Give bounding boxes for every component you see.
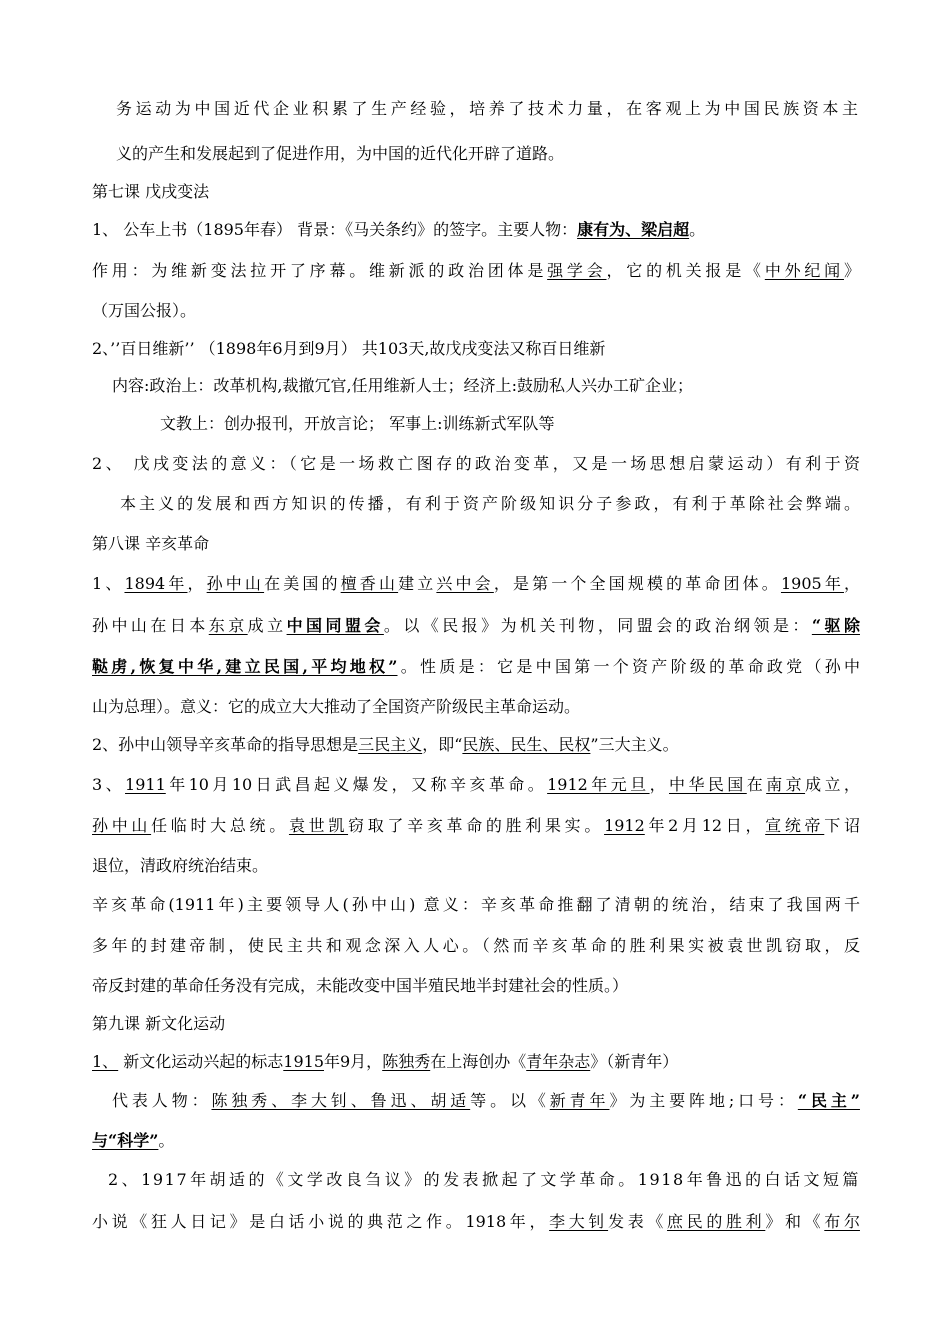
paragraph-line: （万国公报）。 (92, 301, 197, 320)
lesson-8-heading: 第八课 辛亥革命 (92, 534, 210, 553)
paragraph-line: 2、孙中山领导辛亥革命的指导思想是三民主义，即“民族、民生、民权”三大主义。 (92, 735, 679, 754)
paragraph-line: 退位，清政府统治结束。 (92, 856, 269, 875)
paragraph-line: 1、 新文化运动兴起的标志1915年9月，陈独秀在上海创办《青年杂志》（新青年） (92, 1052, 679, 1071)
paragraph-line: 1、 公车上书（1895年春） 背景：《马关条约》的签字。主要人物：康有为、梁启超。 (92, 220, 706, 239)
lesson-9-heading: 第九课 新文化运动 (92, 1014, 226, 1033)
paragraph-line: 务运动为中国近代企业积累了生产经验，培养了技术力量，在客观上为中国民族资本主 (116, 99, 858, 118)
paragraph-line: 帝反封建的革命任务没有完成，未能改变中国半殖民地半封建社会的性质。） (92, 976, 629, 995)
paragraph-line: 作用：为维新变法拉开了序幕。维新派的政治团体是强学会，它的机关报是《中外纪闻》 (92, 261, 860, 280)
paragraph-line: 本主义的发展和西方知识的传播，有利于资产阶级知识分子参政，有利于革除社会弊端。 (120, 494, 860, 513)
paragraph-line: 义的产生和发展起到了促进作用，为中国的近代化开辟了道路。 (116, 144, 565, 163)
paragraph-line: 2、1917年胡适的《文学改良刍议》的发表掀起了文学革命。1918年鲁迅的白话文短篇 (108, 1170, 860, 1189)
paragraph-line: 辛亥革命(1911年)主要领导人(孙中山) 意义：辛亥革命推翻了清朝的统治，结束了我国两千 (92, 895, 860, 914)
lesson-7-heading: 第七课 戊戌变法 (92, 182, 210, 201)
paragraph-line: 1、1894年，孙中山在美国的檀香山建立兴中会，是第一个全国规模的革命团体。1905年， (92, 574, 860, 593)
paragraph-line: 与“科学”。 (92, 1131, 175, 1150)
paragraph-line: 3、1911年10月10日武昌起义爆发，又称辛亥革命。1912年元旦，中华民国在南京成立， (92, 775, 860, 794)
paragraph-line: 2、 戊戌变法的意义：（它是一场救亡图存的政治变革，又是一场思想启蒙运动）有利于资 (92, 454, 860, 473)
paragraph-line: 小说《狂人日记》是白话小说的典范之作。1918年，李大钊发表《庶民的胜利》和《布尔 (92, 1212, 860, 1231)
paragraph-line: 孙中山在日本东京成立中国同盟会。以《民报》为机关刊物，同盟会的政治纲领是：“驱除 (92, 616, 860, 635)
paragraph-line: 2、’’百日维新’’ （1898年6月到9月） 共103天,故戊戌变法又称百日维新 (92, 339, 606, 358)
paragraph-line: 文教上：创办报刊，开放言论； 军事上:训练新式军队等 (160, 414, 555, 433)
paragraph-line: 孙中山任临时大总统。袁世凯窃取了辛亥革命的胜利果实。1912年2月12日，宣统帝下诏 (92, 816, 860, 835)
paragraph-line: 山为总理）。意义：它的成立大大推动了全国资产阶级民主革命运动。 (92, 697, 581, 716)
paragraph-line: 鞑虏,恢复中华,建立民国,平均地权”。性质是：它是中国第一个资产阶级的革命政党（孙中 (92, 657, 860, 676)
paragraph-line: 代表人物：陈独秀、李大钊、鲁迅、胡适等。以《新青年》为主要阵地;口号：“民主” (112, 1091, 860, 1110)
paragraph-line: 多年的封建帝制，使民主共和观念深入人心。（然而辛亥革命的胜利果实被袁世凯窃取，反 (92, 936, 860, 955)
paragraph-line: 内容:政治上：改革机构,裁撤冗官,任用维新人士；经济上:鼓励私人兴办工矿企业； (112, 376, 693, 395)
